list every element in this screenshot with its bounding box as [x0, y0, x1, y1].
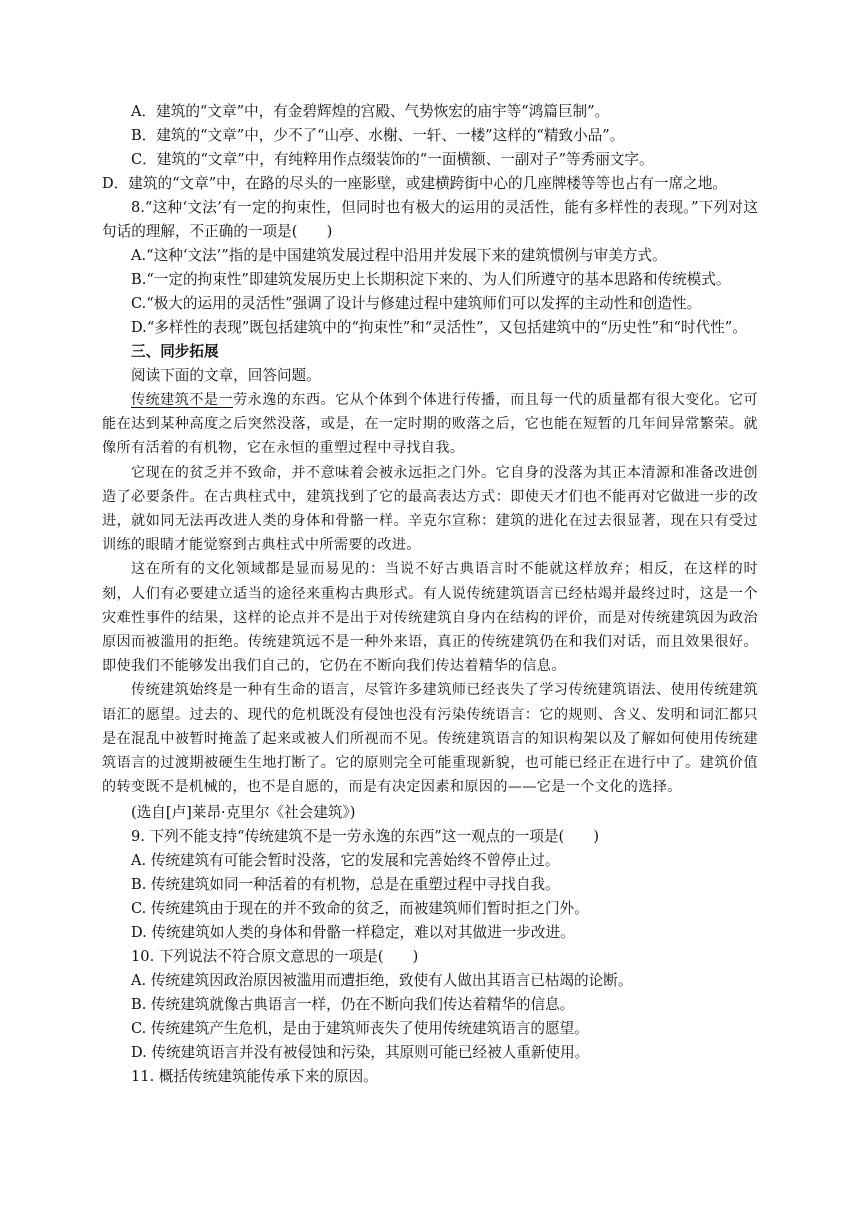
- reading-passage: [102, 388, 758, 799]
- q9-option-a: A. 传统建筑有可能会暂时没落，它的发展和完善始终不曾停止过。: [131, 852, 560, 870]
- q10-option-b: B. 传统建筑就像古典语言一样，仍在不断向我们传达着精华的信息。: [131, 996, 575, 1014]
- passage-paragraph-4: 传统建筑始终是一种有生命的语言，尽管许多建筑师已经丧失了学习传统建筑语法、使用传统建筑语汇的愿望。过去的、现代的危机既没有侵蚀也没有污染传统语言：它的规则、含义、发明和词汇都只是在混乱中被暂时掩盖了起来或被人们所视而不见。传统建筑语言的知识构架以及了解如何使用传统建筑语言的过渡期被硬生生地打断了。它的原则完全可能重现新貌，也可能已经正在进行中了。建筑价值的转变既不是机械的，也不是自愿的，而是有决定因素和原因的——它是一个文化的选择。: [102, 682, 758, 796]
- q7-option-b: B．建筑的“文章”中，少不了“山亭、水榭、一轩、一楼”这样的“精致小品”。: [131, 127, 625, 144]
- section-heading: 三、同步拓展: [131, 343, 219, 360]
- q9-option-c: C. 传统建筑由于现在的并不致命的贫乏，而被建筑师们暂时拒之门外。: [131, 900, 589, 918]
- q7-option-d: D．建筑的“文章”中，在路的尽头的一座影壁，或建横跨街中心的几座牌楼等等也占有一席之地。: [102, 175, 727, 192]
- q9-option-b: B. 传统建筑如同一种活着的有机物，总是在重塑过程中寻找自我。: [131, 876, 560, 894]
- q7-option-a: A．建筑的“文章”中，有金碧辉煌的宫殿、气势恢宏的庙宇等“鸿篇巨制”。: [131, 103, 610, 120]
- passage-paragraph-2: 它现在的贫乏并不致命，并不意味着会被永远拒之门外。它自身的没落为其正本清源和准备改进创造了必要条件。在古典柱式中，建筑找到了它的最高表达方式：即使天才们也不能再对它做进一步的改进，就如同无法再改进人类的身体和骨骼一样。辛克尔宣称：建筑的进化在过去很显著，现在只有受过训练的眼睛才能觉察到古典柱式中所需要的改进。: [102, 464, 758, 554]
- q8-option-c: C.“极大的运用的灵活性”强调了设计与修建过程中建筑师们可以发挥的主动性和创造性。: [131, 295, 702, 312]
- reading-instruction: 阅读下面的文章，回答问题。: [131, 367, 321, 384]
- q8-stem: 8.“这种‘文法’有一定的拘束性，但同时也有极大的运用的灵活性，能有多样性的表现。”下列对这句话的理解，不正确的一项是( ): [102, 199, 758, 240]
- q10-option-a: A. 传统建筑因政治原因被滥用而遭拒绝，致使有人做出其语言已枯竭的论断。: [131, 972, 633, 990]
- passage-paragraph-1: [102, 388, 758, 461]
- passage-source: (选自[卢]莱昂·克里尔《社会建筑》): [131, 804, 356, 822]
- q8-option-d: D.“多样性的表现”既包括建筑中的“拘束性”和“灵活性”，又包括建筑中的“历史性”和“时代性”。: [131, 319, 747, 336]
- q10-option-d: D. 传统建筑语言并没有被侵蚀和污染，其原则可能已经被人重新使用。: [131, 1044, 590, 1062]
- q7-option-c: C．建筑的“文章”中，有纯粹用作点缀装饰的“一面横额、一副对子”等秀丽文字。: [131, 151, 654, 168]
- q10-option-c: C. 传统建筑产生危机，是由于建筑师丧失了使用传统建筑语言的愿望。: [131, 1020, 589, 1038]
- q11-stem: 11. 概括传统建筑能传承下来的原因。: [131, 1068, 378, 1086]
- q8-option-a: A.“这种‘文法’”指的是中国建筑发展过程中沿用并发展下来的建筑惯例与审美方式。: [131, 247, 667, 264]
- q8-option-b: B.“一定的拘束性”即建筑发展历史上长期积淀下来的、为人们所遵守的基本思路和传统模式。: [131, 271, 731, 288]
- passage-paragraph-3: 这在所有的文化领域都是显而易见的：当说不好古典语言时不能就这样放弃；相反，在这样的时刻，人们有必要建立适当的途径来重构古典形式。有人说传统建筑语言已经枯竭并最终过时，这是一个灾难性事件的结果，这样的论点并不是出于对传统建筑自身内在结构的评价，而是对传统建筑因为政治原因而被滥用的拒绝。传统建筑远不是一种外来语，真正的传统建筑仍在和我们对话，而且效果很好。即使我们不能够发出我们自己的，它仍在不断向我们传达着精华的信息。: [102, 561, 758, 675]
- underlined-phrase: 传统建筑不是一: [131, 392, 234, 408]
- q9-stem: 9. 下列不能支持“传统建筑不是一劳永逸的东西”这一观点的一项是( ): [131, 828, 600, 846]
- q9-option-d: D. 传统建筑如人类的身体和骨骼一样稳定，难以对其做进一步改进。: [131, 924, 575, 942]
- passage-paragraph-1-text: 劳永逸的东西。它从个体到个体进行传播，而且每一代的质量都有很大变化。它可能在达到某种高度之后突然没落，或是，在一定时期的败落之后，它也能在短暂的几年间异常繁荣。就像所有活着的有机物，它在永恒的重塑过程中寻找自我。: [102, 392, 758, 457]
- q10-stem: 10. 下列说法不符合原文意思的一项是( ): [131, 948, 419, 966]
- document-page: [102, 100, 758, 1089]
